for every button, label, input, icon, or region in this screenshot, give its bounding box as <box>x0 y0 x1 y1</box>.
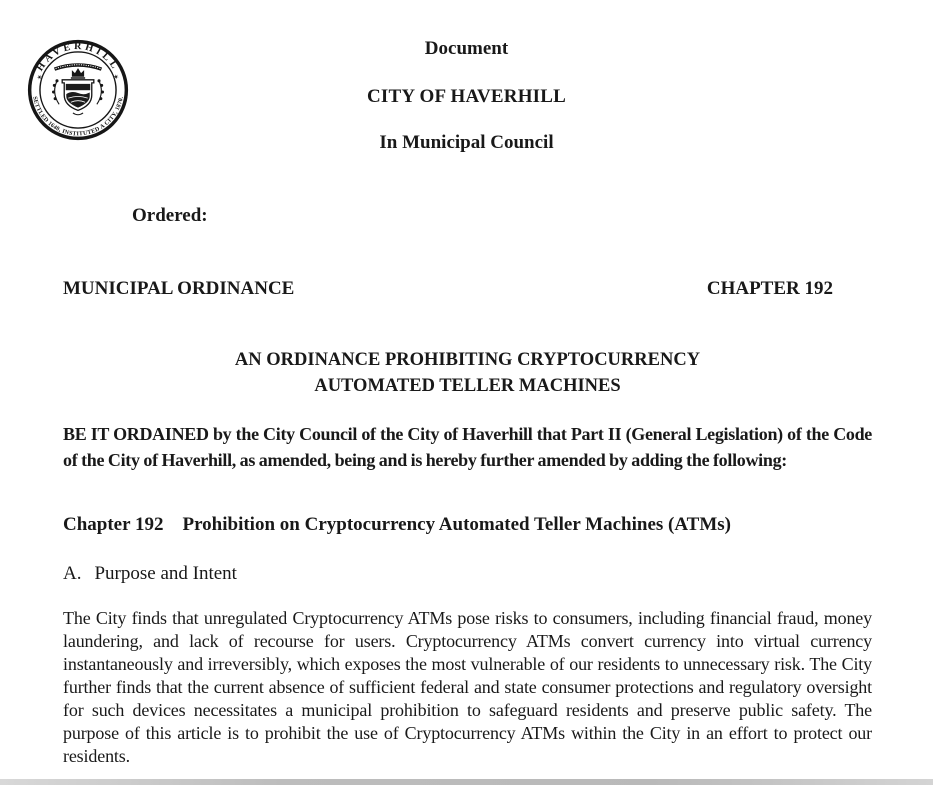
section-a-heading <box>63 563 872 585</box>
section-a-letter: A. <box>63 563 82 584</box>
chapter-number-heading: CHAPTER 192 <box>706 278 833 299</box>
purpose-paragraph: The City finds that unregulated Cryptocurrency ATMs pose risks to consumers, including financial fraud, money laundering, and lack of recourse for users. Cryptocurrency ATMs convert currency into virtual currency instantaneously and irreversibly, which exposes the most vulnerable of our residents to unnecessary risk. The City further finds that the current absence of sufficient federal and state consumer protections and regulatory oversight for such devices necessitates a municipal prohibition to safeguard residents and preserve public safety. The purpose of this article is to prohibit the use of Cryptocurrency ATMs within the City in an effort to protect our residents. <box>63 608 872 766</box>
ordinance-type-heading: MUNICIPAL ORDINANCE <box>63 278 295 299</box>
council-subheading: In Municipal Council <box>379 132 554 153</box>
enactment-clause: BE IT ORDAINED by the City Council of the City of Haverhill that Part II (General Legislation) of the Code of the City of Haverhill, as amended, being and is hereby further amended by adding the following: <box>63 424 872 470</box>
chapter-heading <box>63 514 872 536</box>
svg-text:✶: ✶ <box>110 71 122 83</box>
section-a-title: Purpose and Intent <box>94 563 237 584</box>
ordinance-header-row <box>63 278 872 300</box>
ordered-label: Ordered: <box>132 205 208 226</box>
seal-arc-top-text: HAVERHILL <box>34 41 122 74</box>
svg-text:✶: ✶ <box>34 71 45 83</box>
seal-arc-bottom-text: SETTLED 1640, INSTITUTED A CITY, 1870. <box>31 96 125 138</box>
document-type-label: Document <box>424 38 509 59</box>
ordinance-title <box>63 347 872 399</box>
ordinance-title-line2: AUTOMATED TELLER MACHINES <box>314 376 621 396</box>
ordinance-title-line1: AN ORDINANCE PROHIBITING CRYPTOCURRENCY <box>234 350 701 370</box>
chapter-heading-title: Prohibition on Cryptocurrency Automated Teller Machines (ATMs) <box>182 514 731 535</box>
city-name-heading: CITY OF HAVERHILL <box>366 86 567 107</box>
chapter-heading-label: Chapter 192 <box>63 514 164 535</box>
scan-edge-artifact <box>0 779 933 785</box>
